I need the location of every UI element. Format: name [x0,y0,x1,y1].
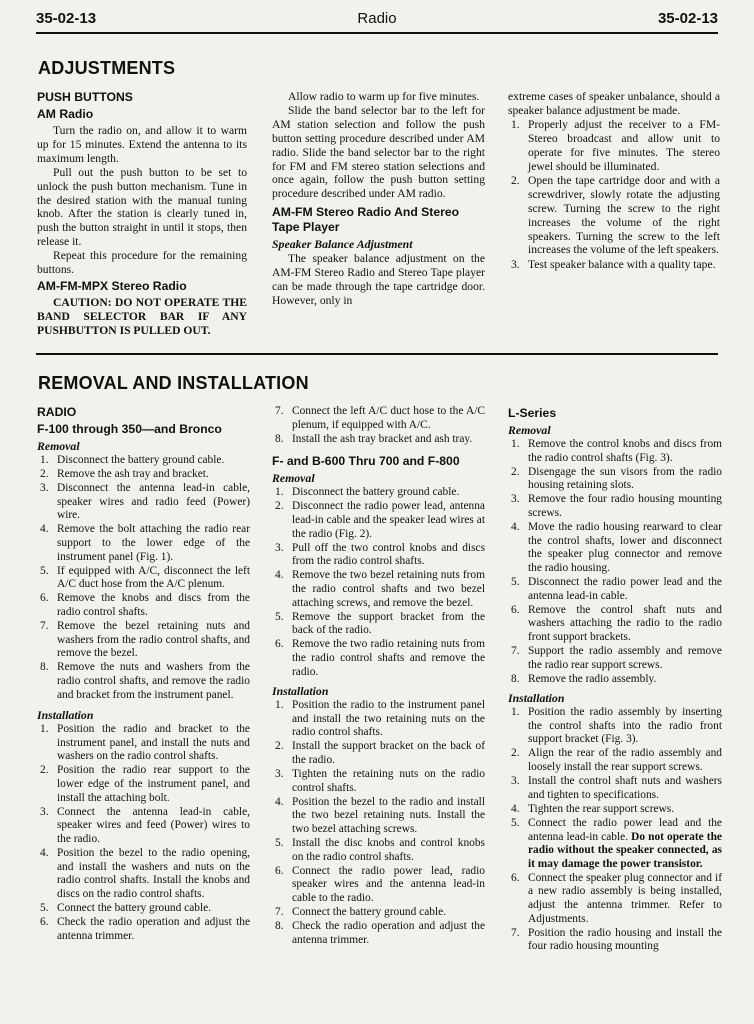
b600-heading: F- and B-600 Thru 700 and F-800 [272,454,460,469]
list-item: 1. Position the radio assembly by inserting the control shafts into the radio front support bracket (Fig. 3). [511,706,722,746]
removal-column-2 [272,405,485,948]
list-item: 5. Install the disc knobs and control knobs on the radio control shafts. [275,837,485,863]
list-item: 2. Disengage the sun visors from the radio housing retaining slots. [511,465,722,492]
list-item: 3. Disconnect the antenna lead-in cable, speaker wires and radio feed (Power) wire. [40,482,250,522]
list-item: 6. Remove the knobs and discs from the radio control shafts. [40,592,250,619]
b600-installation-steps [272,699,485,947]
paragraph: Repeat this procedure for the remaining buttons. [37,249,247,277]
page-number-right: 35-02-13 [657,10,718,27]
list-item: 3. Connect the antenna lead-in cable, speaker wires and feed (Power) wires to the radio. [40,805,250,845]
f100-heading: F-100 through 350—and Bronco [37,422,222,436]
list-item: 1. Properly adjust the receiver to a FM-Stereo broadcast and allow unit to operate for five minutes. The stereo jewel should be illuminated. [511,117,720,173]
removal-column-1 [37,403,250,944]
page-number-left: 35-02-13 [36,10,97,27]
removal-label: Removal [272,471,315,486]
list-item: 7. Remove the bezel retaining nuts and washers from the radio control shafts, and remove the bezel. [40,620,250,660]
list-item: 3. Install the control shaft nuts and washers and tighten to specifications. [511,775,722,801]
installation-label: Installation [37,708,94,723]
list-item: 6. Remove the control shaft nuts and washers attaching the radio to the radio front support brackets. [511,603,722,643]
paragraph: Slide the band selector bar to the left for AM station selection and follow the push button setting procedure described under AM radio. Slide the band selector bar to the right for FM and FM stereo station selections and once again, follow the push button setting procedure described under AM radio. [272,103,485,201]
list-item: 8. Check the radio operation and adjust the antenna trimmer. [275,920,485,946]
list-item: 2. Align the rear of the radio assembly and loosely install the rear support screws. [511,747,722,774]
paragraph: extreme cases of speaker unbalance, should a speaker balance adjustment be made. [508,90,720,117]
list-item: 1. Position the radio and bracket to the instrument panel, and install the nuts and washers on the radio control shafts. [40,723,250,763]
caution-text: CAUTION: DO NOT OPERATE THE BAND SELECTOR BAR IF ANY PUSHBUTTON IS PULLED OUT. [37,295,247,337]
radio-heading: RADIO [37,405,77,419]
paragraph: Pull out the push button to be set to unlock the push button mechanism. Tune in the desired station with the manual tuning knob. After the station is clearly tuned in, push the button straight in until it stops, then release it. [37,165,247,249]
lseries-removal-steps [508,438,722,686]
list-item: 2. Position the radio rear support to the lower edge of the instrument panel, and install the attaching bolt. [40,764,250,804]
list-item: 5. Remove the support bracket from the back of the radio. [275,610,485,637]
adjustments-column-2 [272,90,485,308]
tape-player-heading: AM-FM Stereo Radio And Stereo Tape Player [272,205,460,235]
list-item: 5. If equipped with A/C, disconnect the left A/C duct hose from the A/C plenum. [40,564,250,591]
adjustments-column-3 [508,90,720,272]
list-item: 6. Remove the two radio retaining nuts from the radio control shafts and remove the radio. [275,638,485,678]
list-item: 1. Disconnect the battery ground cable. [275,486,460,499]
list-item: 8. Install the ash tray bracket and ash tray. [275,432,473,445]
paragraph: Allow radio to warm up for five minutes. [288,90,480,103]
speaker-balance-steps [508,118,720,272]
speaker-balance-heading: Speaker Balance Adjustment [272,237,413,252]
list-item: 7. Position the radio housing and install the four radio housing mounting [511,926,722,953]
list-item: 8. Remove the radio assembly. [511,672,657,685]
list-item: 1. Disconnect the battery ground cable. [40,454,225,466]
list-item: 5. Connect the radio power lead and the antenna lead-in cable. Do not operate the radio without the speaker connected, as it may damage the power transistor. [511,816,722,870]
f100-installation-steps-continued [272,405,485,446]
lseries-heading: L-Series [508,406,557,420]
list-item: 2. Open the tape cartridge door and with a screwdriver, slowly rotate the adjusting screw. Turning the screw to the right increases the volume of the right speakers. Turning the screw to the left increases the volume of the left speakers. [511,173,720,257]
list-item: 1. Remove the control knobs and discs from the radio control shafts (Fig. 3). [511,438,722,464]
b600-removal-steps [272,486,485,679]
list-item: 7. Connect the left A/C duct hose to the A/C plenum, if equipped with A/C. [275,405,485,431]
installation-label: Installation [508,691,565,706]
list-item: 6. Connect the speaker plug connector and if a new radio assembly is being installed, adjust the antenna trimmer. Refer to Adjustments. [511,871,722,925]
installation-label: Installation [272,684,329,699]
list-item: 3. Test speaker balance with a quality tape. [511,257,716,271]
list-item: 4. Position the bezel to the radio opening, and install the washers and nuts on the radio control shafts. Install the knobs and discs on the radio control shafts. [40,847,250,900]
section-rule [36,353,718,355]
mpx-heading: AM-FM-MPX Stereo Radio [37,278,187,293]
am-radio-heading: AM Radio [37,107,94,121]
list-item: 2. Install the support bracket on the back of the radio. [275,740,485,766]
list-item: 1. Position the radio to the instrument panel and install the two retaining nuts on the radio control shafts. [275,699,485,739]
list-item: 4. Remove the two bezel retaining nuts from the radio control shafts and two bezel attaching screws, and remove the bezel. [275,569,485,609]
removal-title: REMOVAL AND INSTALLATION [38,373,309,393]
list-item: 2. Disconnect the radio power lead, antenna lead-in cable and the speaker lead wires at the radio (Fig. 2). [275,500,485,540]
removal-column-3 [508,404,722,954]
list-item: 4. Tighten the rear support screws. [511,802,675,815]
paragraph: Turn the radio on, and allow it to warm up for 15 minutes. Extend the antenna to its maximum length. [37,124,247,165]
list-item: 5. Disconnect the radio power lead and the antenna lead-in cable. [511,575,722,602]
adjustments-column-1 [37,88,247,338]
warning-text: Do not operate the radio without the speaker connected, as it may damage the power transistor. [528,830,722,870]
list-item: 3. Tighten the retaining nuts on the radio control shafts. [275,768,485,794]
list-item: 7. Connect the battery ground cable. [275,906,447,918]
header-rule [36,32,718,34]
list-item: 4. Remove the bolt attaching the radio rear support to the lower edge of the instrument panel (Fig. 1). [40,523,250,563]
list-item: 6. Check the radio operation and adjust the antenna trimmer. [40,916,250,942]
push-buttons-heading: PUSH BUTTONS [37,90,133,104]
page-header [36,8,718,30]
paragraph: The speaker balance adjustment on the AM-FM Stereo Radio and Stereo Tape player can be made through the tape cartridge door. However, only in [272,252,485,307]
lseries-installation-steps [508,706,722,954]
removal-label: Removal [508,423,551,437]
list-item: 3. Remove the four radio housing mounting screws. [511,493,722,519]
list-item: 3. Pull off the two control knobs and discs from the radio control shafts. [275,541,485,568]
adjustments-title: ADJUSTMENTS [38,58,176,78]
f100-installation-steps [37,723,250,943]
page-title: Radio [357,10,397,27]
list-item: 6. Connect the radio power lead, radio speaker wires and the antenna lead-in cable to the radio. [275,864,485,904]
list-item: 7. Support the radio assembly and remove the radio rear support screws. [511,644,722,671]
list-item: 2. Remove the ash tray and bracket. [40,468,209,481]
list-item: 4. Position the bezel to the radio and install the two bezel retaining nuts. Install the two bezel attaching screws. [275,795,485,835]
list-item: 8. Remove the nuts and washers from the radio control shafts, and remove the radio and bracket from the instrument panel. [40,661,250,701]
list-item: 4. Move the radio housing rearward to clear the control shafts, lower and disconnect the speaker plug connector and remove the radio housing. [511,521,722,574]
removal-label: Removal [37,439,80,453]
list-item: 5. Connect the battery ground cable. [40,901,212,914]
f100-removal-steps [37,454,250,702]
